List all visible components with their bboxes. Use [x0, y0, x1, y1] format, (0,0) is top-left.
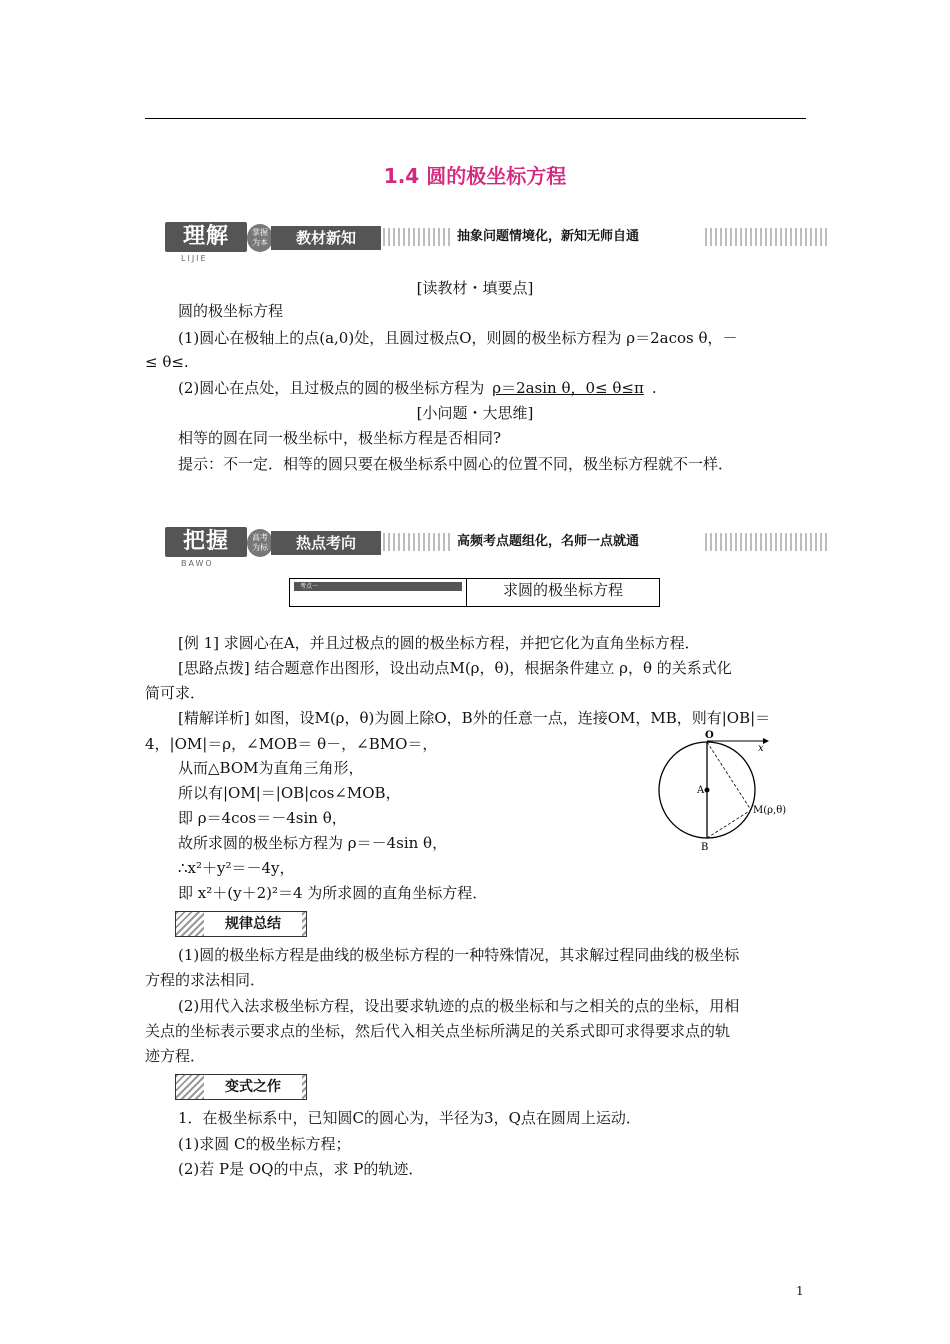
banner-small-badge: 高考 为标 — [247, 529, 273, 557]
concept-item2-prefix: (2)圆心在点处，且过极点的圆的极坐标方程为 — [178, 379, 485, 397]
kaodian-label-bar — [294, 582, 462, 591]
variant-q1: 1．在极坐标系中，已知圆C的圆心为，半径为3，Q点在圆周上运动． — [178, 1109, 641, 1127]
kaodian-title: 求圆的极坐标方程 — [502, 581, 623, 599]
banner-stripe-right — [705, 228, 828, 246]
example-line1: [例 1] 求圆心在A，并且过极点的圆的极坐标方程，并把它化为直角坐标方程． — [178, 634, 700, 652]
summary-label: 规律总结 — [204, 912, 302, 936]
section-title: 1.4 圆的极坐标方程 — [383, 164, 567, 188]
segment-bm — [707, 810, 751, 838]
x-axis-arrow-icon — [763, 738, 769, 744]
summary-label-box — [175, 911, 307, 937]
summary-p1b: 方程的求法相同． — [145, 971, 266, 989]
banner-stripe-left — [383, 533, 453, 551]
example-line9: 故所求圆的极坐标方程为 ρ＝－4sin θ， — [178, 834, 448, 852]
label-m: M(ρ,θ) — [753, 805, 787, 816]
banner-block-text: 热点考向 — [271, 531, 381, 555]
concept-item1-line1: (1)圆心在极轴上的点(a,0)处，且圆过极点O，则圆的极坐标方程为 ρ＝2acos θ，－ — [178, 329, 738, 347]
example-line4: [精解详析] 如图，设M(ρ，θ)为圆上除O，B外的任意一点，连接OM，MB，则有|OB|＝ — [178, 709, 771, 727]
label-b: B — [701, 842, 709, 853]
banner-big-text: 理解 — [165, 222, 247, 252]
banner-stripe-right — [705, 533, 828, 551]
label-x: x — [758, 743, 764, 754]
example-line3: 简可求． — [145, 684, 206, 702]
segment-om — [707, 742, 751, 810]
kaodian-box — [289, 578, 660, 607]
subhead-read: [读教材・填要点] — [416, 279, 534, 297]
subhead-think: [小问题・大思维] — [416, 404, 534, 422]
label-a: A — [697, 785, 705, 796]
example-line8: 即 ρ＝4cos＝－4sin θ， — [178, 809, 347, 827]
summary-p2b: 关点的坐标表示要求点的坐标，然后代入相关点坐标所满足的关系式即可求得要求点的轨 — [145, 1022, 731, 1040]
variant-q3: (2)若 P是 OQ的中点，求 P的轨迹． — [178, 1160, 424, 1178]
banner-lijie — [165, 220, 828, 266]
kaodian-label: 考点一 — [300, 583, 319, 590]
banner-pinyin: BAWO — [181, 559, 214, 568]
variant-label: 变式之作 — [204, 1075, 302, 1099]
example-line5: 4，|OM|＝ρ，∠MOB＝ θ－，∠BMO＝， — [145, 735, 438, 753]
banner-big-text: 把握 — [165, 527, 247, 557]
banner-tagline: 抽象问题情境化，新知无师自通 — [457, 229, 640, 244]
hint-text: 提示：不一定．相等的圆只要在极坐标系中圆心的位置不同，极坐标方程就不一样． — [178, 455, 734, 473]
concept-heading: 圆的极坐标方程 — [178, 302, 284, 320]
header-rule — [145, 118, 806, 119]
example-line10: ∴x²＋y²＝－4y， — [178, 859, 295, 877]
concept-item1-line2: ≤ θ≤. — [145, 353, 189, 371]
label-o: O — [705, 730, 714, 741]
banner-stripe-left — [383, 228, 453, 246]
kaodian-label-cell — [290, 579, 467, 606]
variant-label-box — [175, 1074, 307, 1100]
banner-block-text: 教材新知 — [271, 226, 381, 250]
banner-bawo — [165, 525, 828, 571]
concept-item2-suffix: . — [651, 379, 657, 397]
concept-item2 — [178, 378, 657, 398]
banner-small-badge: 掌握 为本 — [247, 224, 273, 252]
example-line11: 即 x²＋(y＋2)²＝4 为所求圆的直角坐标方程． — [178, 884, 488, 902]
question-text: 相等的圆在同一极坐标中，极坐标方程是否相同? — [178, 429, 502, 447]
example-line2: [思路点拨] 结合题意作出图形，设出动点M(ρ，θ)，根据条件建立 ρ，θ 的关系式化 — [178, 659, 732, 677]
concept-item2-answer: ρ＝2asin θ，0≤ θ≤π — [492, 379, 644, 397]
circle-figure — [655, 726, 805, 856]
summary-p2a: (2)用代入法求极坐标方程，设出要求轨迹的点的极坐标和与之相关的点的坐标，用相 — [178, 997, 740, 1015]
banner-pinyin: LIJIE — [181, 254, 208, 263]
center-point-a — [705, 788, 710, 793]
summary-p1a: (1)圆的极坐标方程是曲线的极坐标方程的一种特殊情况，其求解过程同曲线的极坐标 — [178, 946, 740, 964]
variant-q2: (1)求圆 C的极坐标方程； — [178, 1135, 351, 1153]
banner-tagline: 高频考点题组化，名师一点就通 — [457, 534, 640, 549]
example-line7: 所以有|OM|＝|OB|cos∠MOB， — [178, 784, 401, 802]
page-number: 1 — [796, 1284, 804, 1298]
summary-p2c: 迹方程． — [145, 1047, 206, 1065]
example-line6: 从而△BOM为直角三角形， — [178, 759, 364, 777]
